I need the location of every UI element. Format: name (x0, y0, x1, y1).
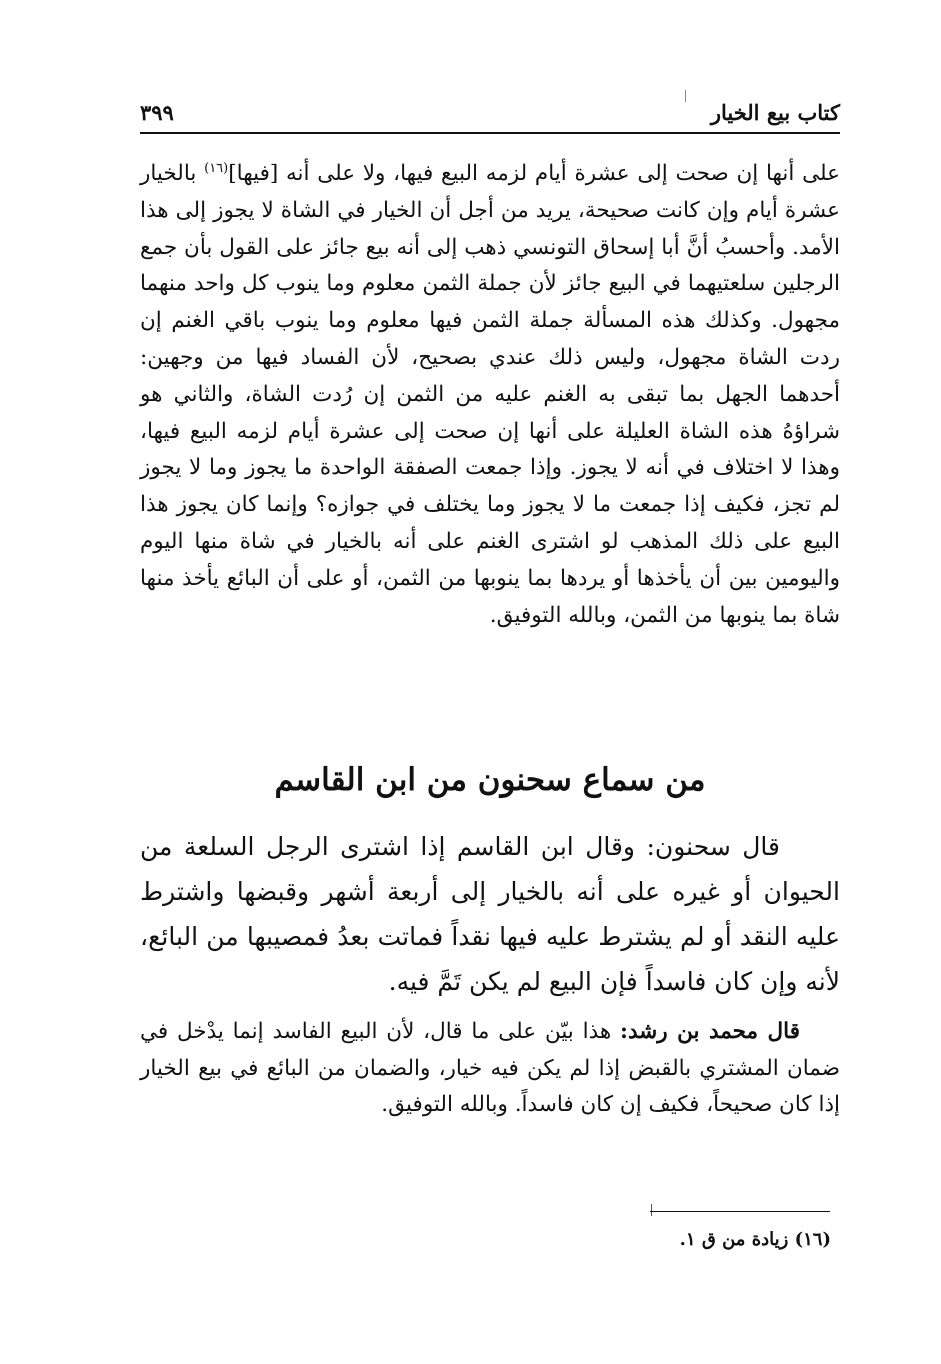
main-paragraph-first-line: على أنها إن صحت إلى عشرة أيام لزمه البيع فيها، ولا على أنه [فيها] (228, 161, 840, 186)
section-heading: من سماع سحنون من ابن القاسم (274, 762, 706, 798)
footnote-divider (650, 1211, 830, 1212)
commentary-paragraph (140, 1014, 840, 1124)
running-title: كتاب بيع الخيار (710, 100, 840, 125)
footnote: (١٦) زيادة من ق ١. (679, 1229, 831, 1250)
footnote-reference: (١٦) (204, 160, 229, 176)
header-mark (685, 90, 686, 102)
footnote-rule-mark (651, 1204, 652, 1216)
running-header (140, 96, 840, 134)
page-number: ٣٩٩ (140, 100, 174, 125)
commentary-speaker: قال محمد بن رشد: (620, 1019, 800, 1044)
main-paragraph (140, 156, 840, 634)
commentary-text: هذا بيّن على ما قال، لأن البيع الفاسد إنما يدْخل في ضمان المشتري بالقبض إذا لم يكن فيه خيار، والضمان من البائع في بيع الخيار إذا كان صحيحاً، فكيف إن كان فاسداً. وبالله التوفيق. (140, 1019, 840, 1117)
sahnun-paragraph: قال سحنون: وقال ابن القاسم إذا اشترى الرجل السلعة من الحيوان أو غيره على أنه بالخيار إلى أربعة أشهر وقبضها واشترط عليه النقد أو لم يشترط عليه فيها نقداً فماتت بعدُ فمصيبها من البائع، لأنه وإن كان فاسداً فإن البيع لم يكن تَمَّ فيه. (140, 832, 840, 996)
main-paragraph-continuation: بالخيار عشرة أيام وإن كانت صحيحة، يريد من أجل أن الخيار في الشاة لا يجوز إلى هذا الأمد. وأحسبُ أنَّ أبا إسحاق التونسي ذهب إلى أنه بيع جائز على القول بأن جمع الرجلين سلعتيهما في البيع جائز لأن جملة الثمن معلوم وما ينوب كل واحد منهما مجهول. وكذلك هذه المسألة جملة الثمن فيها معلوم وما ينوب باقي الغنم إن ردت الشاة مجهول، وليس ذلك عندي بصحيح، لأن الفساد فيها من وجهين: أحدهما الجهل بما تبقى به الغنم عليه من الثمن إن رُدت الشاة، والثاني هو شراؤهُ هذه الشاة العليلة على أنها إن صحت إلى عشرة أيام لزمه البيع فيها، وهذا لا اختلاف في أنه لا يجوز. وإذا جمعت الصفقة الواحدة ما يجوز وما لا يجوز لم تجز، فكيف إذا جمعت ما لا يجوز وما يختلف في جوازه؟ وإنما كان يجوز هذا البيع على ذلك المذهب لو اشترى الغنم على أنه بالخيار في شاة منها اليوم واليومين بين أن يأخذها أو يردها بما ينوبها من الثمن، أو على أن البائع يأخذ منها شاة بما ينوبها من الثمن، وبالله التوفيق. (140, 161, 840, 628)
